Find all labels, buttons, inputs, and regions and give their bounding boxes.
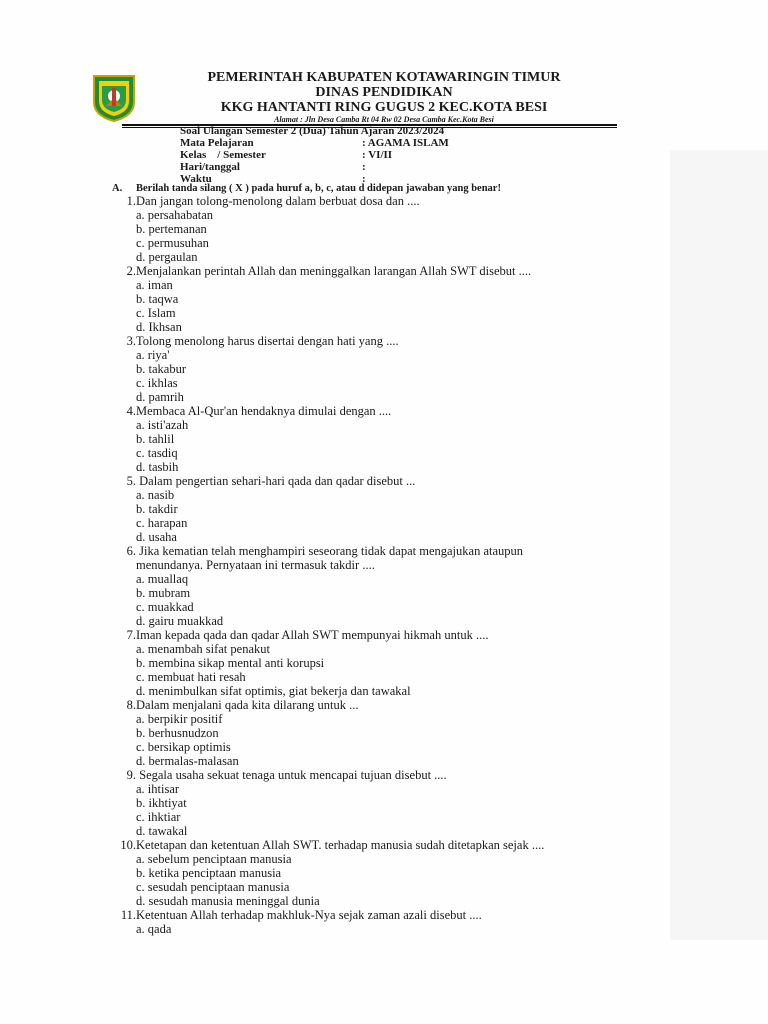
question-number: 1. xyxy=(126,194,136,208)
info-value: : xyxy=(362,161,366,173)
info-row-date xyxy=(180,161,620,173)
question-row xyxy=(100,698,670,712)
answer-option: c. Islam xyxy=(136,306,176,320)
question-row xyxy=(100,404,670,418)
answer-option: b. taqwa xyxy=(136,292,179,306)
answer-option: a. nasib xyxy=(136,488,175,502)
answer-option: b. takdir xyxy=(136,502,178,516)
info-label: Hari/tanggal xyxy=(180,161,240,173)
answer-options xyxy=(100,922,670,936)
answer-option: a. iman xyxy=(136,278,173,292)
address-line: Alamat : Jln Desa Camba Rt 04 Rw 02 Desa Camba Kec.Kota Besi xyxy=(274,115,494,124)
question-item xyxy=(100,698,670,768)
question-item xyxy=(100,838,670,908)
question-text: Menjalankan perintah Allah dan meninggalkan larangan Allah SWT disebut .... xyxy=(136,264,532,278)
info-row-subject xyxy=(180,137,620,149)
question-number: 4. xyxy=(126,404,136,418)
info-value: : xyxy=(362,173,366,185)
answer-option: a. berpikir positif xyxy=(136,712,223,726)
answer-options xyxy=(100,418,670,474)
question-row xyxy=(100,838,670,852)
answer-options xyxy=(100,782,670,838)
question-number: 2. xyxy=(126,264,136,278)
answer-option: d. usaha xyxy=(136,530,177,544)
answer-options xyxy=(100,642,670,698)
answer-option: c. sesudah penciptaan manusia xyxy=(136,880,290,894)
question-item xyxy=(100,544,670,628)
question-text: Dalam pengertian sehari-hari qada dan qadar disebut ... xyxy=(136,474,416,488)
answer-option: c. bersikap optimis xyxy=(136,740,231,754)
answer-option: a. sebelum penciptaan manusia xyxy=(136,852,292,866)
answer-option: b. tahlil xyxy=(136,432,175,446)
answer-options xyxy=(100,278,670,334)
group-title: KKG HANTANTI RING GUGUS 2 KEC.KOTA BESI xyxy=(220,100,548,115)
info-value: : AGAMA ISLAM xyxy=(362,137,449,149)
question-text: Tolong menolong harus disertai dengan hati yang .... xyxy=(136,334,399,348)
answer-option: a. muallaq xyxy=(136,572,189,586)
info-label: Kelas / Semester xyxy=(180,149,266,161)
answer-option: b. mubram xyxy=(136,586,191,600)
question-row xyxy=(100,768,670,782)
answer-options xyxy=(100,572,670,628)
letterhead xyxy=(150,70,618,124)
question-row xyxy=(100,194,670,208)
question-item xyxy=(100,264,670,334)
question-item xyxy=(100,404,670,474)
question-text: Dalam menjalani qada kita dilarang untuk ... xyxy=(136,698,359,712)
government-title: PEMERINTAH KABUPATEN KOTAWARINGIN TIMUR xyxy=(207,70,561,85)
question-row xyxy=(100,264,670,278)
answer-option: b. takabur xyxy=(136,362,186,376)
answer-options xyxy=(100,348,670,404)
question-number: 8. xyxy=(126,698,136,712)
answer-option: d. Ikhsan xyxy=(136,320,182,334)
question-text: Jika kematian telah menghampiri seseorang tidak dapat mengajukan ataupun xyxy=(136,544,524,558)
info-row-class xyxy=(180,149,620,161)
answer-options xyxy=(100,712,670,768)
question-item xyxy=(100,628,670,698)
department-title: DINAS PENDIDIKAN xyxy=(315,85,453,100)
answer-option: c. permusuhan xyxy=(136,236,209,250)
answer-option: a. persahabatan xyxy=(136,208,214,222)
question-number: 10. xyxy=(120,838,136,852)
regency-emblem-icon xyxy=(92,72,136,122)
answer-option: d. pergaulan xyxy=(136,250,198,264)
answer-option: a. menambah sifat penakut xyxy=(136,642,270,656)
answer-option: b. berhusnudzon xyxy=(136,726,219,740)
answer-options xyxy=(100,488,670,544)
exam-info xyxy=(180,125,620,185)
answer-option: b. ketika penciptaan manusia xyxy=(136,866,282,880)
instruction-text: Berilah tanda silang ( X ) pada huruf a, b, c, atau d didepan jawaban yang benar! xyxy=(136,183,501,194)
answer-option: b. pertemanan xyxy=(136,222,207,236)
answer-option: d. sesudah manusia meninggal dunia xyxy=(136,894,320,908)
question-row xyxy=(100,908,670,922)
page-shadow xyxy=(670,150,768,940)
question-item xyxy=(100,768,670,838)
answer-option: c. membuat hati resah xyxy=(136,670,246,684)
question-item xyxy=(100,194,670,264)
answer-option: a. riya' xyxy=(136,348,170,362)
answer-option: a. qada xyxy=(136,922,172,936)
exam-title: Soal Ulangan Semester 2 (Dua) Tahun Ajaran 2023/2024 xyxy=(180,125,445,137)
answer-option: a. ihtisar xyxy=(136,782,180,796)
answer-option: d. menimbulkan sifat optimis, giat bekerja dan tawakal xyxy=(136,684,411,698)
answer-option: c. muakkad xyxy=(136,600,194,614)
question-number: 11. xyxy=(120,908,136,922)
answer-option: d. bermalas-malasan xyxy=(136,754,239,768)
answer-option: c. ikhlas xyxy=(136,376,178,390)
question-text: Dan jangan tolong-menolong dalam berbuat dosa dan .... xyxy=(136,194,420,208)
question-text-continued: menundanya. Pernyataan ini termasuk takdir .... xyxy=(136,558,375,572)
answer-option: d. pamrih xyxy=(136,390,184,404)
answer-options xyxy=(100,852,670,908)
answer-option: d. tawakal xyxy=(136,824,188,838)
answer-option: c. tasdiq xyxy=(136,446,178,460)
info-label: Waktu xyxy=(180,173,212,185)
question-list xyxy=(100,194,670,936)
question-number: 5. xyxy=(126,474,136,488)
answer-options xyxy=(100,208,670,264)
question-item xyxy=(100,908,670,936)
answer-option: c. harapan xyxy=(136,516,188,530)
question-row xyxy=(100,544,670,558)
question-number: 9. xyxy=(126,768,136,782)
question-text: Ketetapan dan ketentuan Allah SWT. terhadap manusia sudah ditetapkan sejak .... xyxy=(136,838,545,852)
question-text: Ketentuan Allah terhadap makhluk-Nya sejak zaman azali disebut .... xyxy=(136,908,482,922)
answer-option: d. gairu muakkad xyxy=(136,614,224,628)
question-text: Segala usaha sekuat tenaga untuk mencapai tujuan disebut .... xyxy=(136,768,447,782)
question-number: 7. xyxy=(126,628,136,642)
question-text: Membaca Al-Qur'an hendaknya dimulai dengan .... xyxy=(136,404,392,418)
info-value: : VI/II xyxy=(362,149,393,161)
question-item xyxy=(100,474,670,544)
answer-option: b. ikhtiyat xyxy=(136,796,187,810)
section-letter: A. xyxy=(112,183,123,194)
answer-option: b. membina sikap mental anti korupsi xyxy=(136,656,325,670)
question-row xyxy=(100,628,670,642)
answer-option: d. tasbih xyxy=(136,460,179,474)
question-number: 3. xyxy=(126,334,136,348)
question-item xyxy=(100,334,670,404)
question-text: Iman kepada qada dan qadar Allah SWT mempunyai hikmah untuk .... xyxy=(136,628,489,642)
question-row xyxy=(100,474,670,488)
question-number: 6. xyxy=(126,544,136,558)
question-row xyxy=(100,334,670,348)
answer-option: a. isti'azah xyxy=(136,418,189,432)
answer-option: c. ihktiar xyxy=(136,810,181,824)
info-label: Mata Pelajaran xyxy=(180,137,254,149)
